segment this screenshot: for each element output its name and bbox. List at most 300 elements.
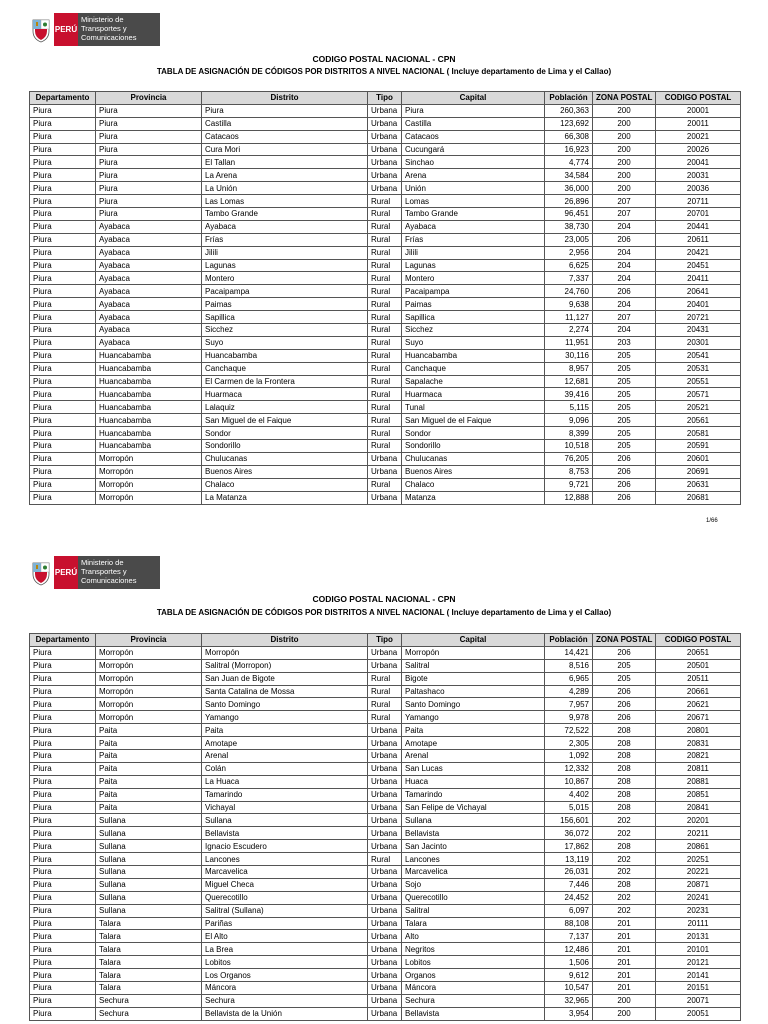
table-cell: Piura bbox=[30, 298, 96, 311]
column-header: Capital bbox=[402, 634, 545, 647]
table-cell: 2,956 bbox=[545, 246, 593, 259]
table-cell: Piura bbox=[402, 104, 545, 117]
table-cell: Ayabaca bbox=[96, 233, 202, 246]
table-row bbox=[30, 259, 741, 272]
table-row bbox=[30, 182, 741, 195]
table-cell: Huancabamba bbox=[96, 349, 202, 362]
table-cell: San Lucas bbox=[402, 762, 545, 775]
table-cell: Urbana bbox=[368, 169, 402, 182]
table-cell: Piura bbox=[30, 969, 96, 982]
table-cell: Rural bbox=[368, 672, 402, 685]
table-row bbox=[30, 685, 741, 698]
ministry-logo bbox=[28, 13, 160, 46]
table-cell: Piura bbox=[202, 104, 368, 117]
table-cell: 20631 bbox=[656, 478, 741, 491]
table-cell: Urbana bbox=[368, 646, 402, 659]
table-cell: Tamarindo bbox=[202, 788, 368, 801]
table-row bbox=[30, 878, 741, 891]
table-cell: Rural bbox=[368, 388, 402, 401]
table-cell: Piura bbox=[30, 685, 96, 698]
table-cell: Morropón bbox=[402, 646, 545, 659]
table-cell: 26,896 bbox=[545, 195, 593, 208]
table-cell: 20691 bbox=[656, 465, 741, 478]
table-cell: Santa Catalina de Mossa bbox=[202, 685, 368, 698]
table-cell: 20041 bbox=[656, 156, 741, 169]
table-body bbox=[30, 104, 741, 504]
table-cell: Bigote bbox=[402, 672, 545, 685]
table-cell: Piura bbox=[30, 375, 96, 388]
table-row bbox=[30, 750, 741, 763]
table-cell: 12,486 bbox=[545, 943, 593, 956]
table-cell: Piura bbox=[30, 943, 96, 956]
table-cell: 20451 bbox=[656, 259, 741, 272]
table-header-row bbox=[30, 92, 741, 105]
table-cell: Urbana bbox=[368, 737, 402, 750]
table-row bbox=[30, 246, 741, 259]
table-cell: Piura bbox=[96, 104, 202, 117]
table-cell: Tamarindo bbox=[402, 788, 545, 801]
column-header: Provincia bbox=[96, 634, 202, 647]
table-cell: 205 bbox=[593, 388, 656, 401]
table-cell: Talara bbox=[96, 930, 202, 943]
table-cell: 208 bbox=[593, 737, 656, 750]
table-cell: Sullana bbox=[96, 853, 202, 866]
logo-country-label: PERÚ bbox=[54, 13, 78, 46]
column-header: Departamento bbox=[30, 92, 96, 105]
table-cell: Piura bbox=[30, 349, 96, 362]
document-subtitle: TABLA DE ASIGNACIÓN DE CÓDIGOS POR DISTRITOS A NIVEL NACIONAL ( Incluye departamento de Lima y el Callao) bbox=[156, 67, 612, 76]
table-cell: Vichayal bbox=[202, 801, 368, 814]
table-cell: 201 bbox=[593, 943, 656, 956]
table-cell: 20871 bbox=[656, 878, 741, 891]
table-cell: Huancabamba bbox=[202, 349, 368, 362]
table-row bbox=[30, 891, 741, 904]
table-cell: 205 bbox=[593, 427, 656, 440]
table-cell: 7,957 bbox=[545, 698, 593, 711]
table-cell: Sullana bbox=[96, 840, 202, 853]
table-cell: 20711 bbox=[656, 195, 741, 208]
table-cell: Rural bbox=[368, 246, 402, 259]
table-cell: Paita bbox=[202, 724, 368, 737]
table-cell: Piura bbox=[30, 724, 96, 737]
column-header: ZONA POSTAL bbox=[593, 92, 656, 105]
table-cell: Yamango bbox=[402, 711, 545, 724]
table-cell: Piura bbox=[30, 994, 96, 1007]
table-cell: 207 bbox=[593, 311, 656, 324]
table-cell: 20591 bbox=[656, 440, 741, 453]
table-cell: Marcavelica bbox=[202, 866, 368, 879]
table-body bbox=[30, 646, 741, 1020]
table-cell: 5,015 bbox=[545, 801, 593, 814]
column-header: Distrito bbox=[202, 634, 368, 647]
postal-code-table bbox=[29, 633, 741, 1021]
column-header: Capital bbox=[402, 92, 545, 105]
table-cell: 9,978 bbox=[545, 711, 593, 724]
table-cell: Santo Domingo bbox=[402, 698, 545, 711]
table-row bbox=[30, 388, 741, 401]
document-title: CODIGO POSTAL NACIONAL - CPN bbox=[312, 54, 456, 64]
table-cell: 20841 bbox=[656, 801, 741, 814]
table-cell: 20071 bbox=[656, 994, 741, 1007]
table-cell: Piura bbox=[30, 220, 96, 233]
table-cell: 14,421 bbox=[545, 646, 593, 659]
table-cell: Querecotillo bbox=[202, 891, 368, 904]
table-cell: 23,005 bbox=[545, 233, 593, 246]
table-row bbox=[30, 775, 741, 788]
table-row bbox=[30, 349, 741, 362]
table-cell: Huancabamba bbox=[96, 427, 202, 440]
table-cell: Miguel Checa bbox=[202, 878, 368, 891]
table-cell: El Tallan bbox=[202, 156, 368, 169]
table-cell: 66,308 bbox=[545, 130, 593, 143]
table-row bbox=[30, 285, 741, 298]
table-cell: 20721 bbox=[656, 311, 741, 324]
table-cell: 20851 bbox=[656, 788, 741, 801]
table-cell: Suyo bbox=[402, 336, 545, 349]
table-cell: Catacaos bbox=[402, 130, 545, 143]
table-cell: Piura bbox=[30, 853, 96, 866]
table-cell: 20581 bbox=[656, 427, 741, 440]
table-cell: Piura bbox=[30, 195, 96, 208]
table-cell: Piura bbox=[30, 801, 96, 814]
table-cell: Salitral bbox=[402, 659, 545, 672]
table-cell: Sullana bbox=[96, 827, 202, 840]
table-cell: Canchaque bbox=[202, 362, 368, 375]
table-cell: 200 bbox=[593, 104, 656, 117]
table-cell: Urbana bbox=[368, 956, 402, 969]
table-cell: Chulucanas bbox=[202, 452, 368, 465]
table-cell: Piura bbox=[30, 878, 96, 891]
table-cell: 20651 bbox=[656, 646, 741, 659]
table-row bbox=[30, 930, 741, 943]
table-cell: Piura bbox=[30, 827, 96, 840]
table-row bbox=[30, 156, 741, 169]
table-cell: Morropón bbox=[96, 478, 202, 491]
table-cell: 208 bbox=[593, 724, 656, 737]
table-cell: 20511 bbox=[656, 672, 741, 685]
table-row bbox=[30, 478, 741, 491]
table-cell: Ayabaca bbox=[96, 220, 202, 233]
table-cell: Urbana bbox=[368, 182, 402, 195]
table-cell: Rural bbox=[368, 285, 402, 298]
table-row bbox=[30, 311, 741, 324]
table-cell: Salitral (Sullana) bbox=[202, 904, 368, 917]
table-cell: 32,965 bbox=[545, 994, 593, 1007]
table-cell: 201 bbox=[593, 917, 656, 930]
table-cell: Urbana bbox=[368, 143, 402, 156]
table-cell: Bellavista de la Unión bbox=[202, 1007, 368, 1020]
column-header: Población bbox=[545, 634, 593, 647]
table-cell: 200 bbox=[593, 182, 656, 195]
table-row bbox=[30, 737, 741, 750]
table-cell: 10,518 bbox=[545, 440, 593, 453]
table-row bbox=[30, 208, 741, 221]
table-cell: Urbana bbox=[368, 982, 402, 995]
table-cell: Paita bbox=[96, 762, 202, 775]
table-cell: Matanza bbox=[402, 491, 545, 504]
table-cell: 20241 bbox=[656, 891, 741, 904]
document-page-2 bbox=[0, 548, 768, 1024]
table-row bbox=[30, 298, 741, 311]
table-cell: Lagunas bbox=[202, 259, 368, 272]
coat-of-arms-icon bbox=[28, 556, 54, 589]
table-cell: Rural bbox=[368, 349, 402, 362]
table-cell: Los Organos bbox=[202, 969, 368, 982]
table-row bbox=[30, 801, 741, 814]
table-cell: 206 bbox=[593, 285, 656, 298]
table-cell: Huancabamba bbox=[96, 388, 202, 401]
table-cell: Rural bbox=[368, 336, 402, 349]
table-cell: 12,332 bbox=[545, 762, 593, 775]
table-cell: Huancabamba bbox=[96, 440, 202, 453]
table-cell: Rural bbox=[368, 375, 402, 388]
table-cell: Piura bbox=[30, 762, 96, 775]
table-cell: Piura bbox=[30, 891, 96, 904]
table-cell: Rural bbox=[368, 685, 402, 698]
table-cell: 4,402 bbox=[545, 788, 593, 801]
column-header: Departamento bbox=[30, 634, 96, 647]
table-cell: 4,289 bbox=[545, 685, 593, 698]
table-cell: 20831 bbox=[656, 737, 741, 750]
table-cell: Urbana bbox=[368, 156, 402, 169]
table-cell: Cura Mori bbox=[202, 143, 368, 156]
table-cell: Negritos bbox=[402, 943, 545, 956]
table-cell: Paltashaco bbox=[402, 685, 545, 698]
table-cell: San Felipe de Vichayal bbox=[402, 801, 545, 814]
table-cell: Chalaco bbox=[202, 478, 368, 491]
table-row bbox=[30, 169, 741, 182]
table-cell: Piura bbox=[30, 698, 96, 711]
table-cell: 20521 bbox=[656, 401, 741, 414]
table-cell: 8,516 bbox=[545, 659, 593, 672]
table-cell: Rural bbox=[368, 440, 402, 453]
table-row bbox=[30, 324, 741, 337]
table-row bbox=[30, 414, 741, 427]
table-row bbox=[30, 362, 741, 375]
table-row bbox=[30, 220, 741, 233]
table-cell: 20611 bbox=[656, 233, 741, 246]
table-cell: Rural bbox=[368, 220, 402, 233]
table-row bbox=[30, 956, 741, 969]
table-cell: 16,923 bbox=[545, 143, 593, 156]
table-cell: Sechura bbox=[96, 994, 202, 1007]
table-cell: Ayabaca bbox=[96, 259, 202, 272]
table-cell: Talara bbox=[96, 982, 202, 995]
table-cell: Morropón bbox=[202, 646, 368, 659]
table-cell: 202 bbox=[593, 853, 656, 866]
table-row bbox=[30, 762, 741, 775]
table-cell: Piura bbox=[30, 427, 96, 440]
table-row bbox=[30, 969, 741, 982]
table-cell: Lomas bbox=[402, 195, 545, 208]
table-cell: 123,692 bbox=[545, 117, 593, 130]
table-cell: 208 bbox=[593, 878, 656, 891]
table-cell: Amotape bbox=[202, 737, 368, 750]
logo-ministry-label: Ministerio de Transportes y Comunicaciones bbox=[81, 15, 137, 42]
table-cell: 20121 bbox=[656, 956, 741, 969]
table-cell: Talara bbox=[96, 943, 202, 956]
table-cell: La Matanza bbox=[202, 491, 368, 504]
document-title: CODIGO POSTAL NACIONAL - CPN bbox=[312, 594, 456, 604]
table-cell: Piura bbox=[30, 130, 96, 143]
table-cell: Pariñas bbox=[202, 917, 368, 930]
table-cell: Las Lomas bbox=[202, 195, 368, 208]
table-cell: Rural bbox=[368, 711, 402, 724]
table-cell: 6,965 bbox=[545, 672, 593, 685]
table-cell: El Carmen de la Frontera bbox=[202, 375, 368, 388]
table-cell: Piura bbox=[96, 156, 202, 169]
table-cell: 3,954 bbox=[545, 1007, 593, 1020]
table-cell: Sullana bbox=[96, 866, 202, 879]
table-cell: 1,506 bbox=[545, 956, 593, 969]
table-cell: 206 bbox=[593, 698, 656, 711]
table-cell: Piura bbox=[30, 440, 96, 453]
table-cell: Sechura bbox=[402, 994, 545, 1007]
table-cell: 206 bbox=[593, 711, 656, 724]
table-cell: 9,096 bbox=[545, 414, 593, 427]
table-cell: 76,205 bbox=[545, 452, 593, 465]
table-cell: 20621 bbox=[656, 698, 741, 711]
table-cell: Sullana bbox=[202, 814, 368, 827]
table-cell: Jilili bbox=[202, 246, 368, 259]
table-cell: 204 bbox=[593, 246, 656, 259]
table-cell: 205 bbox=[593, 414, 656, 427]
table-cell: Piura bbox=[30, 982, 96, 995]
table-header-row bbox=[30, 634, 741, 647]
table-cell: Urbana bbox=[368, 840, 402, 853]
table-cell: Buenos Aires bbox=[202, 465, 368, 478]
table-cell: Piura bbox=[30, 672, 96, 685]
table-cell: Santo Domingo bbox=[202, 698, 368, 711]
table-row bbox=[30, 711, 741, 724]
table-cell: Piura bbox=[30, 104, 96, 117]
table-row bbox=[30, 233, 741, 246]
table-row bbox=[30, 452, 741, 465]
table-cell: La Brea bbox=[202, 943, 368, 956]
coat-of-arms-icon bbox=[28, 13, 54, 46]
table-cell: 202 bbox=[593, 891, 656, 904]
table-cell: 20251 bbox=[656, 853, 741, 866]
table-cell: Alto bbox=[402, 930, 545, 943]
table-cell: Urbana bbox=[368, 866, 402, 879]
table-cell: Piura bbox=[30, 750, 96, 763]
postal-code-table bbox=[29, 91, 741, 505]
table-row bbox=[30, 659, 741, 672]
table-cell: 206 bbox=[593, 646, 656, 659]
table-cell: Salitral bbox=[402, 904, 545, 917]
table-cell: 20011 bbox=[656, 117, 741, 130]
table-cell: Rural bbox=[368, 311, 402, 324]
table-cell: Rural bbox=[368, 259, 402, 272]
table-cell: Rural bbox=[368, 427, 402, 440]
table-cell: Piura bbox=[30, 208, 96, 221]
table-cell: Urbana bbox=[368, 994, 402, 1007]
column-header: Tipo bbox=[368, 634, 402, 647]
table-cell: San Miguel de el Faique bbox=[402, 414, 545, 427]
table-cell: Arenal bbox=[402, 750, 545, 763]
table-cell: Piura bbox=[30, 272, 96, 285]
column-header: CODIGO POSTAL bbox=[656, 92, 741, 105]
table-row bbox=[30, 1007, 741, 1020]
table-cell: 205 bbox=[593, 362, 656, 375]
table-cell: Huancabamba bbox=[96, 401, 202, 414]
table-cell: Piura bbox=[96, 208, 202, 221]
table-cell: 206 bbox=[593, 491, 656, 504]
table-cell: 205 bbox=[593, 672, 656, 685]
table-cell: 11,951 bbox=[545, 336, 593, 349]
table-cell: 7,446 bbox=[545, 878, 593, 891]
table-cell: 26,031 bbox=[545, 866, 593, 879]
table-cell: Pacaipampa bbox=[202, 285, 368, 298]
table-cell: Urbana bbox=[368, 775, 402, 788]
table-cell: 20111 bbox=[656, 917, 741, 930]
table-cell: 20501 bbox=[656, 659, 741, 672]
table-cell: 20671 bbox=[656, 711, 741, 724]
table-cell: 20551 bbox=[656, 375, 741, 388]
table-cell: Amotape bbox=[402, 737, 545, 750]
table-cell: 206 bbox=[593, 685, 656, 698]
table-cell: Rural bbox=[368, 698, 402, 711]
table-cell: Pacaipampa bbox=[402, 285, 545, 298]
table-cell: 205 bbox=[593, 349, 656, 362]
table-cell: 20401 bbox=[656, 298, 741, 311]
table-cell: Ayabaca bbox=[96, 336, 202, 349]
column-header: Población bbox=[545, 92, 593, 105]
table-row bbox=[30, 130, 741, 143]
table-cell: 6,625 bbox=[545, 259, 593, 272]
table-cell: Sondorillo bbox=[202, 440, 368, 453]
table-cell: 10,547 bbox=[545, 982, 593, 995]
table-cell: 204 bbox=[593, 324, 656, 337]
table-cell: Piura bbox=[30, 917, 96, 930]
table-cell: 200 bbox=[593, 130, 656, 143]
table-cell: 208 bbox=[593, 801, 656, 814]
table-cell: Yamango bbox=[202, 711, 368, 724]
table-row bbox=[30, 427, 741, 440]
table-cell: Urbana bbox=[368, 117, 402, 130]
table-cell: Urbana bbox=[368, 917, 402, 930]
table-row bbox=[30, 143, 741, 156]
table-cell: Urbana bbox=[368, 943, 402, 956]
table-cell: Piura bbox=[30, 311, 96, 324]
table-cell: Piura bbox=[30, 866, 96, 879]
table-cell: Piura bbox=[96, 117, 202, 130]
table-cell: Morropón bbox=[96, 685, 202, 698]
table-row bbox=[30, 904, 741, 917]
table-cell: Sullana bbox=[96, 904, 202, 917]
table-cell: Urbana bbox=[368, 788, 402, 801]
table-cell: Piura bbox=[30, 233, 96, 246]
table-cell: 20661 bbox=[656, 685, 741, 698]
table-cell: Paita bbox=[96, 724, 202, 737]
table-cell: Sinchao bbox=[402, 156, 545, 169]
table-cell: Piura bbox=[30, 259, 96, 272]
table-cell: Morropón bbox=[96, 452, 202, 465]
table-cell: Piura bbox=[30, 840, 96, 853]
table-cell: Piura bbox=[30, 452, 96, 465]
table-cell: Lobitos bbox=[202, 956, 368, 969]
table-cell: Lancones bbox=[402, 853, 545, 866]
table-cell: Salitral (Morropon) bbox=[202, 659, 368, 672]
table-cell: 20101 bbox=[656, 943, 741, 956]
table-cell: 20131 bbox=[656, 930, 741, 943]
table-cell: Urbana bbox=[368, 878, 402, 891]
table-cell: 12,681 bbox=[545, 375, 593, 388]
table-cell: 208 bbox=[593, 750, 656, 763]
table-cell: 20641 bbox=[656, 285, 741, 298]
table-cell: Sechura bbox=[96, 1007, 202, 1020]
table-cell: Ayabaca bbox=[96, 311, 202, 324]
